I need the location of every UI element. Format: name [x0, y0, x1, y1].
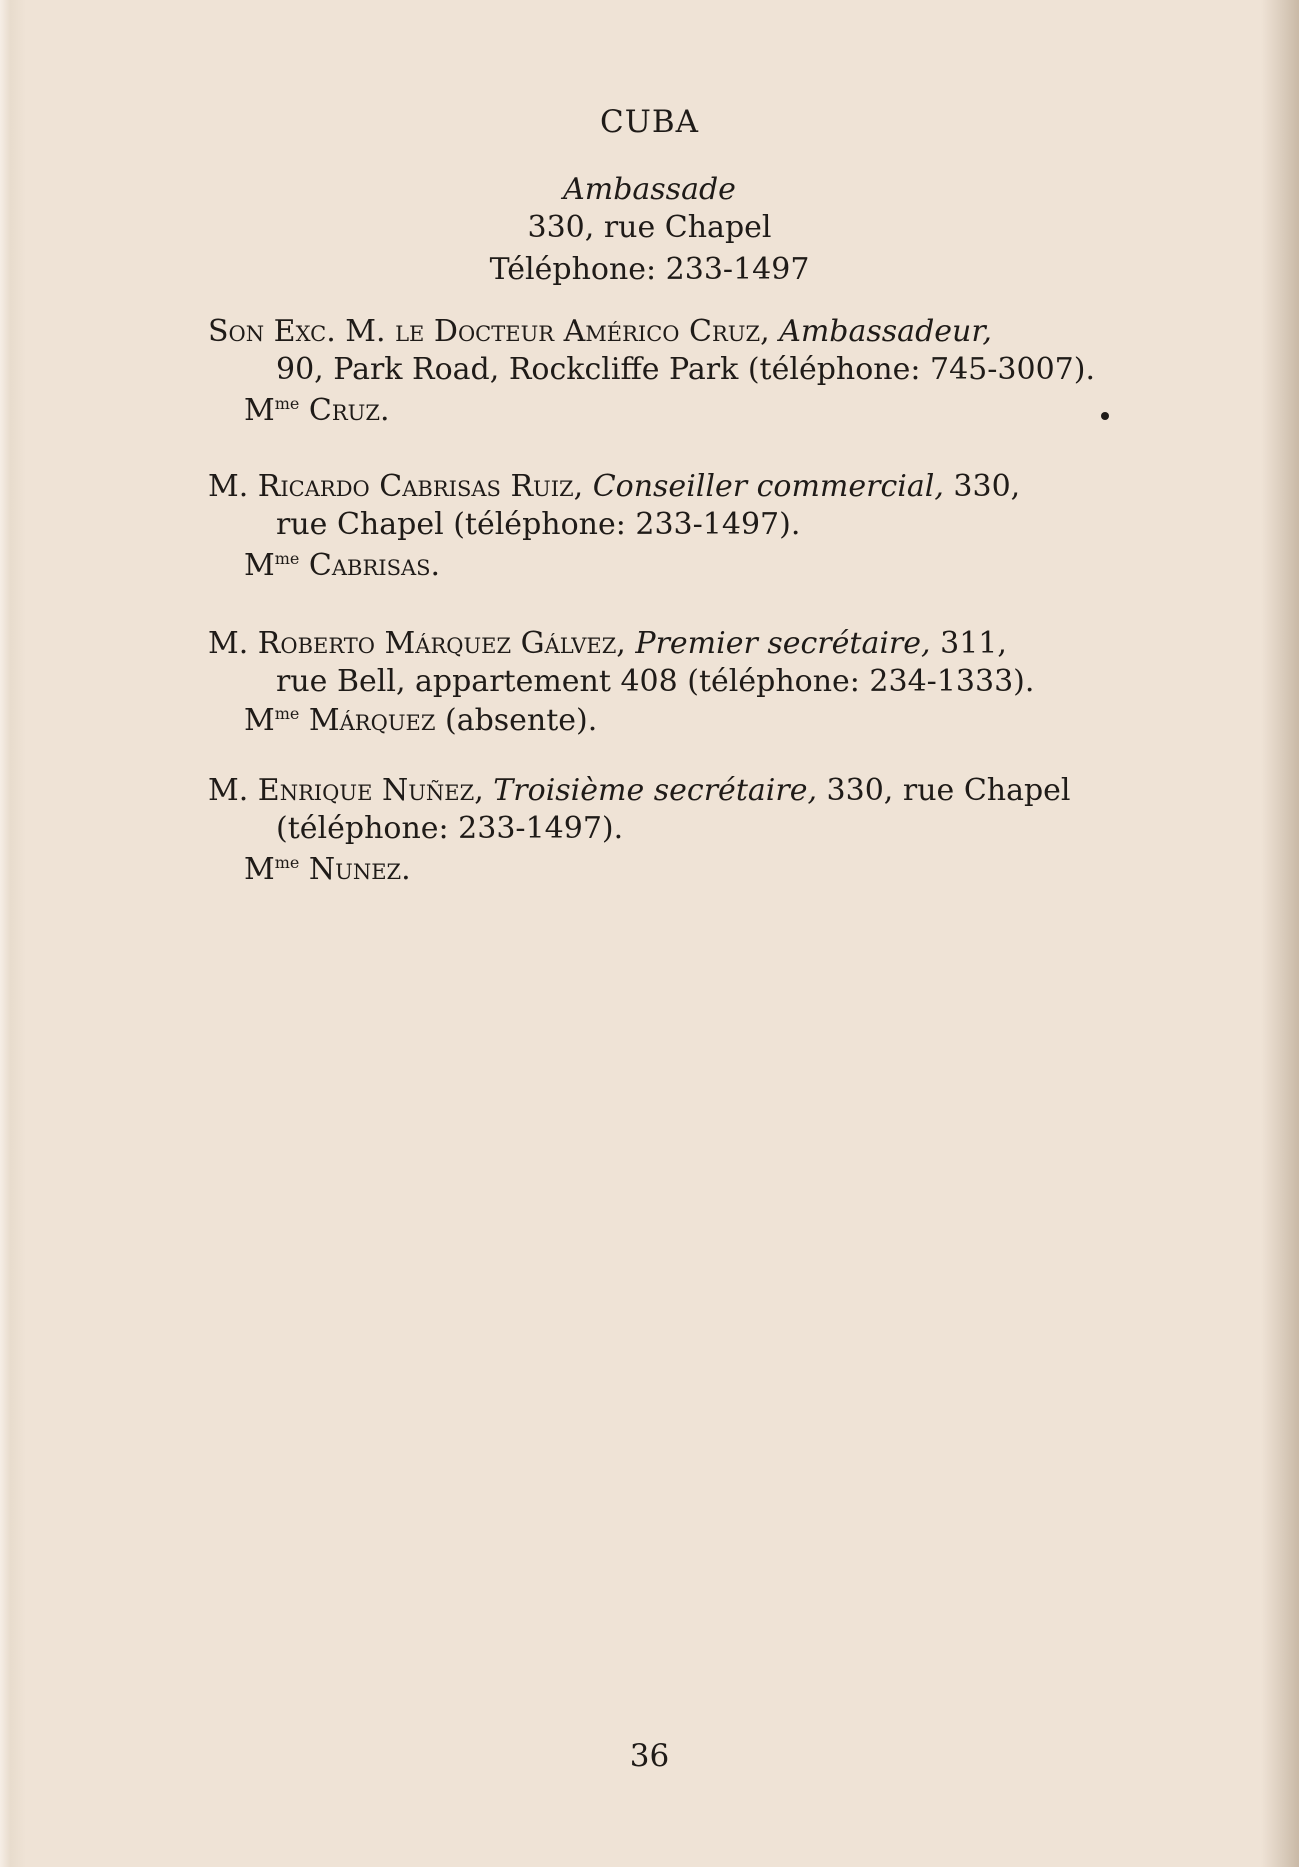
- address-start: 311,: [940, 626, 1007, 661]
- ink-mark: [1101, 412, 1109, 420]
- diplomat-entry-commercial-counsellor: [208, 468, 1128, 544]
- spouse-note: (absente).: [444, 703, 598, 738]
- entry-line-2: 90, Park Road, Rockcliffe Park (téléphone: 745-3007).: [276, 352, 1095, 387]
- entry-line-1: [208, 468, 1128, 506]
- address-start: 330, rue Chapel: [826, 773, 1071, 808]
- diplomat-title: Troisième secrétaire,: [493, 773, 817, 808]
- diplomat-entry-first-secretary: [208, 625, 1128, 701]
- diplomat-name: Son Exc. M. le Docteur Américo Cruz,: [208, 314, 770, 349]
- office-telephone: Téléphone: 233-1497: [489, 252, 810, 287]
- page-number: 36: [629, 1738, 670, 1774]
- entry-line-1: [208, 625, 1128, 663]
- spouse-entry: $M^{me}$ Cabrisas.: [244, 548, 441, 583]
- spouse-name: Márquez: [308, 703, 436, 738]
- office-address: 330, rue Chapel: [527, 210, 772, 245]
- diplomat-name: M. Ricardo Cabrisas Ruiz,: [208, 469, 584, 504]
- diplomat-title: Ambassadeur,: [779, 314, 992, 349]
- entry-line-1: [208, 772, 1128, 810]
- address-start: 330,: [953, 469, 1021, 504]
- diplomat-name: M. Enrique Nuñez,: [208, 773, 484, 808]
- spouse-name: Cabrisas.: [308, 548, 441, 583]
- spouse-entry: $M^{me}$ Márquez (absente).: [244, 703, 598, 738]
- spouse-entry: $M^{me}$ Nunez.: [244, 852, 411, 887]
- spouse-entry: $M^{me}$ Cruz.: [244, 393, 390, 428]
- spouse-name: Cruz.: [308, 393, 390, 428]
- entry-line-2: rue Chapel (téléphone: 233-1497).: [276, 507, 801, 542]
- country-heading: CUBA: [599, 104, 699, 140]
- diplomat-entry-ambassador: [208, 313, 1128, 389]
- entry-line-1: [208, 313, 1128, 351]
- office-label: Ambassade: [563, 172, 736, 207]
- entry-line-2: (téléphone: 233-1497).: [276, 811, 624, 846]
- diplomat-entry-third-secretary: [208, 772, 1128, 848]
- spouse-name: Nunez.: [308, 852, 411, 887]
- diplomat-title: Conseiller commercial,: [592, 469, 944, 504]
- entry-line-2: rue Bell, appartement 408 (téléphone: 234-1333).: [276, 664, 1035, 699]
- diplomat-title: Premier secrétaire,: [635, 626, 931, 661]
- diplomat-name: M. Roberto Márquez Gálvez,: [208, 626, 626, 661]
